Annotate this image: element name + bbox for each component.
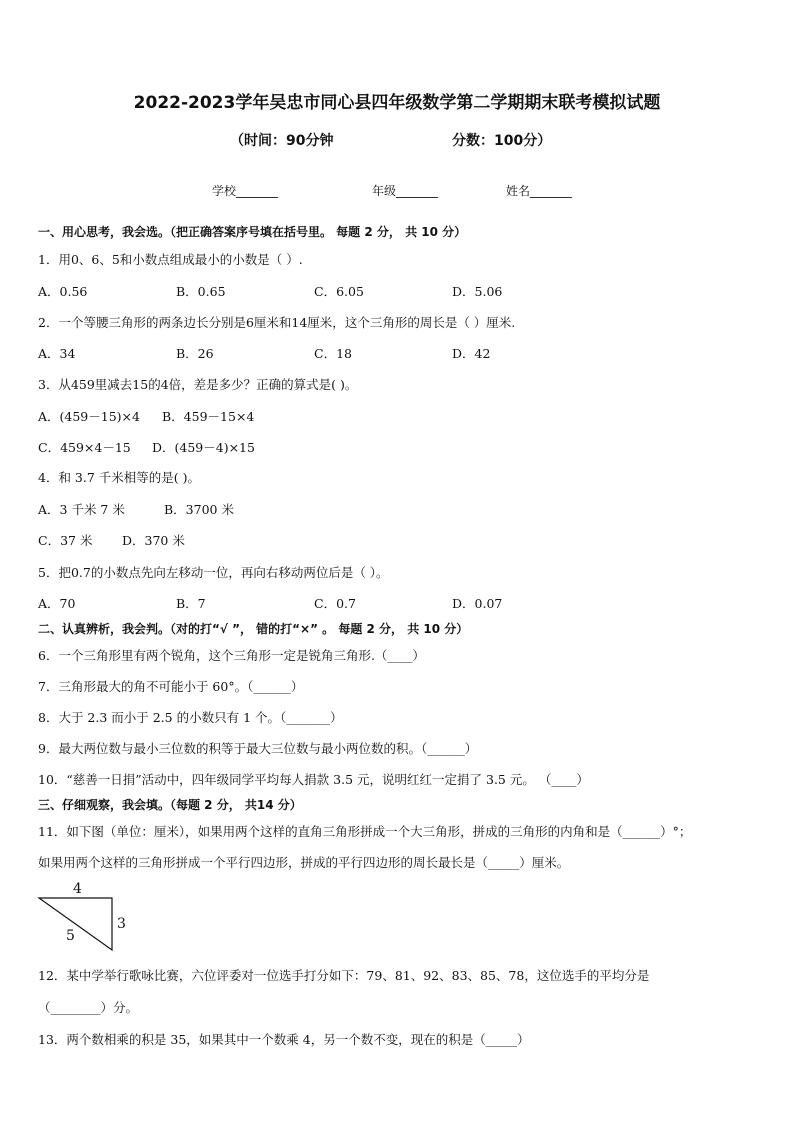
q1-option-b: B．0.65: [176, 284, 226, 299]
section-1-heading: 一、用心思考，我会选。（把正确答案序号填在括号里。 每题 2 分， 共 10 分）: [38, 225, 467, 239]
grade-field: 年级_______: [372, 184, 439, 198]
question-10: 10．“慈善一日捐”活动中，四年级同学平均每人捐款 3.5 元，说明红红一定捐了 3.5 元。 （____）: [38, 772, 589, 787]
question-8: 8．大于 2.3 而小于 2.5 的小数只有 1 个。（_______）: [38, 710, 343, 725]
question-12-part-1: 12．某中学举行歌咏比赛，六位评委对一位选手打分如下：79、81、92、83、85、78，这位选手的平均分是: [38, 968, 650, 983]
q4-option-a: A．3 千米 7 米: [38, 502, 125, 517]
school-field: 学校_______: [212, 184, 279, 198]
question-9: 9．最大两位数与最小三位数的积等于最大三位数与最小两位数的积。（______）: [38, 741, 478, 756]
question-7: 7．三角形最大的角不可能小于 60°。（______）: [38, 679, 304, 694]
question-11-part-2: 如果用两个这样的三角形拼成一个平行四边形，拼成的平行四边形的周长最长是（_____）厘米。: [38, 855, 570, 870]
section-3-heading: 三、仔细观察，我会填。（每题 2 分， 共14 分）: [38, 798, 302, 812]
exam-time: （时间：90分钟: [230, 133, 334, 149]
exam-title: 2022-2023学年吴忠市同心县四年级数学第二学期期末联考模拟试题: [133, 93, 661, 113]
q1-option-c: C．6.05: [314, 284, 364, 299]
q1-option-d: D．5.06: [452, 284, 503, 299]
name-field: 姓名_______: [506, 184, 573, 198]
question-5: 5．把0.7的小数点先向左移动一位，再向右移动两位后是（ ）。: [38, 565, 389, 580]
triangle-right-label: 3: [117, 916, 126, 932]
q3-option-c: C．459×4－15: [38, 440, 131, 455]
question-3: 3．从459里减去15的4倍，差是多少？正确的算式是( )。: [38, 377, 358, 392]
triangle-shape: [39, 898, 112, 950]
q4-option-d: D．370 米: [122, 533, 185, 548]
q4-option-b: B．3700 米: [164, 502, 234, 517]
q4-option-c: C．37 米: [38, 533, 93, 548]
q2-option-b: B．26: [176, 346, 214, 361]
q5-option-c: C．0.7: [314, 596, 356, 611]
q5-option-b: B．7: [176, 596, 206, 611]
q3-option-b: B．459－15×4: [162, 409, 255, 424]
q2-option-d: D．42: [452, 346, 491, 361]
triangle-top-label: 4: [73, 881, 82, 897]
question-11-part-1: 11．如下图（单位：厘米），如果用两个这样的直角三角形拼成一个大三角形，拼成的三角形的内角和是（______）°；: [38, 824, 692, 839]
triangle-hypotenuse-label: 5: [66, 928, 75, 944]
question-4: 4．和 3.7 千米相等的是( )。: [38, 470, 201, 485]
q2-option-a: A．34: [38, 346, 76, 361]
q3-option-d: D．(459－4)×15: [152, 440, 255, 455]
q1-option-a: A．0.56: [38, 284, 88, 299]
question-13: 13．两个数相乘的积是 35，如果其中一个数乘 4，另一个数不变，现在的积是（_____）: [38, 1032, 530, 1047]
section-2-heading: 二、认真辨析，我会判。（对的打“√ ”， 错的打“×” 。 每题 2 分， 共 10 分）: [38, 622, 469, 636]
q3-option-a: A．(459－15)×4: [38, 409, 140, 424]
q2-option-c: C．18: [314, 346, 352, 361]
question-6: 6．一个三角形里有两个锐角，这个三角形一定是锐角三角形.（____）: [38, 648, 425, 663]
question-2: 2．一个等腰三角形的两条边长分别是6厘米和14厘米，这个三角形的周长是（ ）厘米.: [38, 315, 516, 330]
exam-score: 分数：100分）: [452, 133, 552, 149]
question-12-part-2: （________）分。: [38, 1000, 139, 1015]
question-1: 1．用0、6、5和小数点组成最小的小数是（ ）.: [38, 252, 303, 267]
q5-option-d: D．0.07: [452, 596, 503, 611]
right-triangle-figure: [36, 878, 136, 958]
q5-option-a: A．70: [38, 596, 76, 611]
